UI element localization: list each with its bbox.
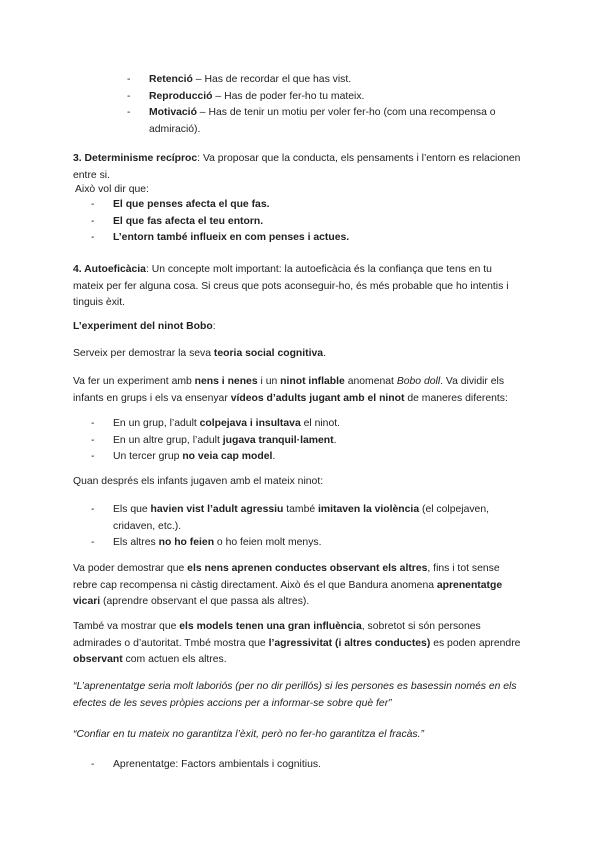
term: Reproducció [149, 90, 213, 102]
determinism-points [91, 197, 511, 247]
term: Retenció [149, 74, 193, 85]
paragraph-text: : Un concepte molt important: la autoeficàcia és la confiança que tens en tu mateix per fer alguna cosa. Si creus que pots aconseguir-ho, és més probable que ho intentis i tinguis èxit. [73, 264, 509, 308]
self-efficacy-paragraph [73, 262, 523, 312]
learning-steps-list [127, 72, 497, 138]
final-list [91, 757, 511, 774]
section-heading: 4. Autoeficàcia [73, 264, 146, 275]
list-item: - El que fas afecta el teu entorn. [91, 214, 511, 231]
list-item: - Un tercer grup no veia cap model. [91, 449, 511, 466]
bobo-experiment: Va fer un experiment amb nens i nenes i un ninot inflable anomenat Bobo doll. Va dividir els infants en grups i els va ensenyar vídeos d’adults jugant amb el ninot de maneres diferents: [73, 376, 508, 404]
list-item [127, 89, 497, 106]
term-description: – Has de tenir un motiu per voler fer-ho (com una recompensa o admiració). [149, 107, 496, 135]
list-item: - En un grup, l’adult colpejava i insultava el ninot. [91, 416, 511, 433]
bobo-purpose: Serveix per demostrar la seva teoria social cognitiva. [73, 348, 326, 359]
term-description: – Has de poder fer-ho tu mateix. [212, 90, 365, 102]
bobo-conclusion: Va poder demostrar que els nens aprenen conductes observant els altres, fins i tot sense rebre cap recompensa ni càstig directament. Això és el que Bandura anomena aprenentatge vicari (aprendre observant el que passa als altres). [73, 563, 503, 607]
paragraph-text: : Va proposar que la conducta, els pensaments i l’entorn es relacionen entre si. [73, 153, 521, 181]
quote-2: “Confiar en tu mateix no garantitza l’èxit, però no fer-ho garantitza el fracàs.” [73, 729, 424, 740]
bobo-after-text: Quan després els infants jugaven amb el mateix ninot: [73, 476, 324, 487]
list-item [127, 72, 497, 89]
bobo-title: L’experiment del ninot Bobo: [73, 321, 216, 332]
determinism-paragraph [73, 151, 523, 184]
list-item: - En un altre grup, l’adult jugava tranquil·lament. [91, 433, 511, 450]
list-item [127, 105, 497, 138]
term-description: – Has de recordar el que has vist. [192, 74, 352, 85]
meaning-intro: Això vol dir que: [75, 184, 149, 195]
list-item: - Els altres no ho feien o ho feien molt menys. [91, 535, 511, 552]
list-item: - L’entorn també influeix en com penses i actues. [91, 230, 511, 247]
bobo-models: També va mostrar que els models tenen una gran influència, sobretot si són persones admirades o d’autoritat. Tmbé mostra que l’agressivitat (i altres conductes) es poden aprendre observant com actuen els altres. [73, 621, 521, 665]
quote-1: “L’aprenentatge seria molt laboriós (per no dir perillós) si les persones es basessin només en els efectes de les seves pròpies accions per a informar-se sobre què fer” [73, 681, 517, 709]
section-heading: 3. Determinisme recíproc [73, 153, 198, 164]
bobo-results [91, 502, 511, 552]
list-item: - Aprenentatge: Factors ambientals i cognitius. [91, 757, 511, 774]
list-item: - Els que havien vist l’adult agressiu també imitaven la violència (el colpejaven, cridaven, etc.). [91, 502, 511, 535]
bobo-groups [91, 416, 511, 466]
term: Motivació [149, 107, 197, 118]
list-item: - El que penses afecta el que fas. [91, 197, 511, 214]
